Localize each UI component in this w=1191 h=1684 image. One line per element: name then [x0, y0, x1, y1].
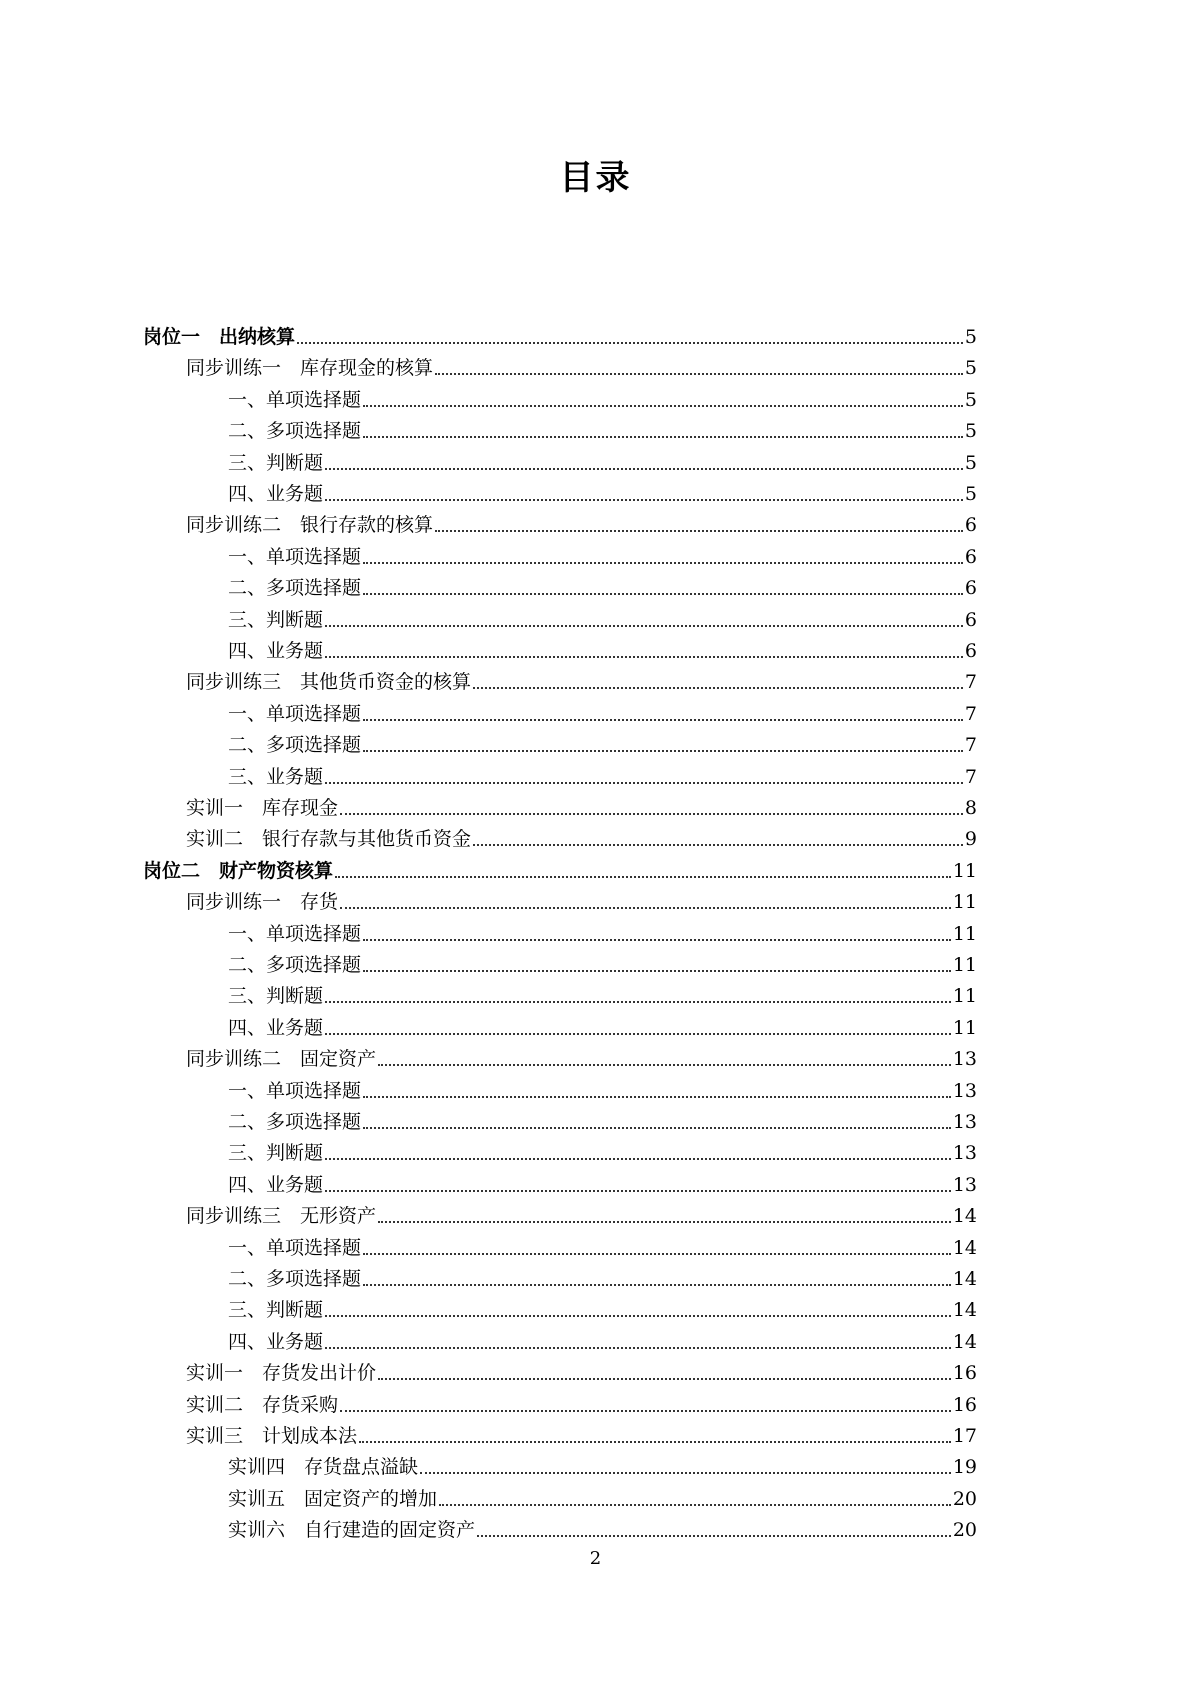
- toc-entry-label: 一、单项选择题: [228, 545, 362, 568]
- toc-entry[interactable]: [228, 977, 977, 1007]
- toc-dot-leader: [473, 830, 963, 846]
- toc-entry[interactable]: [228, 1511, 977, 1541]
- toc-dot-leader: [325, 987, 951, 1003]
- toc-entry[interactable]: [228, 695, 977, 725]
- toc-entry-label: 同步训练三 其他货币资金的核算: [186, 671, 472, 694]
- toc-entry-label: 二、多项选择题: [228, 1111, 362, 1133]
- toc-entry-label: 三、业务题: [228, 765, 324, 788]
- toc-entry-page-number: 11: [952, 1016, 977, 1039]
- toc-entry-label: 实训四 存货盘点溢缺: [228, 1456, 419, 1479]
- toc-dot-leader: [340, 1396, 951, 1412]
- toc-title: 目录: [559, 158, 632, 198]
- toc-entry-label: 四、业务题: [228, 483, 324, 505]
- toc-dot-leader: [363, 391, 963, 407]
- toc-entry-page-number: 16: [952, 1393, 977, 1416]
- toc-entry-label: 岗位二 财产物资核算: [143, 859, 334, 882]
- toc-entry-label: 四、业务题: [228, 1173, 324, 1196]
- toc-entry[interactable]: [228, 632, 977, 662]
- toc-dot-leader: [335, 862, 951, 878]
- toc-entry[interactable]: [186, 1417, 977, 1447]
- toc-entry-label: 一、单项选择题: [228, 388, 362, 411]
- toc-dot-leader: [297, 328, 963, 344]
- toc-entry[interactable]: [186, 1354, 977, 1384]
- toc-entry-page-number: 7: [964, 702, 977, 725]
- toc-entry-label: 二、多项选择题: [228, 1268, 362, 1290]
- toc-entry[interactable]: [228, 381, 977, 411]
- toc-entry-page-number: 13: [952, 1142, 977, 1165]
- toc-dot-leader: [340, 893, 951, 909]
- toc-dot-leader: [325, 485, 963, 501]
- toc-dot-leader: [363, 1239, 951, 1255]
- toc-entry-page-number: 6: [964, 577, 977, 600]
- toc-dot-leader: [340, 799, 963, 815]
- toc-entry-label: 同步训练二 固定资产: [186, 1048, 377, 1071]
- toc-entry-label: 实训一 库存现金: [186, 797, 339, 819]
- toc-entry-page-number: 5: [964, 357, 977, 380]
- toc-entry-label: 实训五 固定资产的增加: [228, 1487, 438, 1510]
- toc-dot-leader: [435, 359, 963, 375]
- toc-dot-leader: [473, 673, 963, 689]
- toc-entry-label: 岗位一 出纳核算: [143, 326, 296, 348]
- toc-dot-leader: [477, 1521, 951, 1537]
- toc-entry[interactable]: [228, 569, 977, 599]
- toc-entry[interactable]: [228, 946, 977, 976]
- toc-dot-leader: [363, 705, 963, 721]
- toc-entry[interactable]: [228, 1166, 977, 1196]
- toc-entry[interactable]: [228, 1291, 977, 1321]
- toc-entry-label: 三、判断题: [228, 1299, 324, 1322]
- toc-entry-page-number: 11: [952, 985, 977, 1008]
- toc-dot-leader: [325, 768, 963, 784]
- toc-entry[interactable]: [186, 1040, 977, 1070]
- toc-entry-page-number: 6: [964, 545, 977, 568]
- toc-entry-label: 一、单项选择题: [228, 1079, 362, 1102]
- toc-entry-label: 二、多项选择题: [228, 734, 362, 757]
- toc-entry[interactable]: [186, 1197, 977, 1227]
- toc-entry[interactable]: [228, 1229, 977, 1259]
- toc-entry-page-number: 11: [952, 954, 977, 976]
- toc-entry-label: 一、单项选择题: [228, 1236, 362, 1259]
- toc-dot-leader: [325, 642, 963, 658]
- toc-entry-page-number: 8: [964, 797, 977, 819]
- toc-entry-page-number: 7: [964, 765, 977, 788]
- toc-entry-page-number: 17: [952, 1425, 977, 1447]
- toc-entry[interactable]: [228, 444, 977, 474]
- toc-entry-label: 实训一 存货发出计价: [186, 1362, 377, 1385]
- toc-entry[interactable]: [228, 1260, 977, 1290]
- toc-dot-leader: [325, 1333, 951, 1349]
- toc-dot-leader: [378, 1207, 951, 1223]
- toc-dot-leader: [363, 1270, 951, 1286]
- toc-entry-page-number: 5: [964, 483, 977, 505]
- toc-entry-page-number: 6: [964, 608, 977, 631]
- toc-entry[interactable]: [186, 883, 977, 913]
- toc-dot-leader: [363, 1082, 951, 1098]
- toc-dot-leader: [378, 1364, 951, 1380]
- toc-entry[interactable]: [228, 475, 977, 505]
- toc-dot-leader: [378, 1050, 951, 1066]
- toc-dot-leader: [325, 1301, 951, 1317]
- toc-entry-label: 二、多项选择题: [228, 954, 362, 976]
- toc-entry-label: 同步训练一 存货: [186, 891, 339, 914]
- toc-entry-page-number: 9: [964, 828, 977, 851]
- toc-entry-label: 实训三 计划成本法: [186, 1425, 358, 1447]
- toc-entry[interactable]: [186, 506, 977, 536]
- toc-entry-label: 四、业务题: [228, 1330, 324, 1353]
- toc-entry[interactable]: [228, 601, 977, 631]
- toc-entry-page-number: 13: [952, 1079, 977, 1102]
- toc-entry-page-number: 13: [952, 1111, 977, 1133]
- toc-dot-leader: [363, 1113, 951, 1129]
- toc-entry-page-number: 6: [964, 514, 977, 537]
- toc-entry[interactable]: [228, 538, 977, 568]
- toc-entry-label: 三、判断题: [228, 985, 324, 1008]
- toc-entry-page-number: 16: [952, 1362, 977, 1385]
- toc-entry[interactable]: [186, 820, 977, 850]
- toc-entry[interactable]: [228, 726, 977, 756]
- toc-entry-page-number: 20: [952, 1519, 977, 1542]
- toc-entry[interactable]: [228, 1009, 977, 1039]
- toc-entry-label: 四、业务题: [228, 640, 324, 662]
- toc-entry[interactable]: [143, 852, 977, 882]
- toc-dot-leader: [363, 925, 951, 941]
- toc-dot-leader: [325, 1144, 951, 1160]
- toc-dot-leader: [363, 422, 963, 438]
- toc-entry-page-number: 14: [952, 1205, 977, 1228]
- toc-entry-label: 同步训练一 库存现金的核算: [186, 357, 434, 380]
- toc-entry-page-number: 5: [964, 451, 977, 474]
- toc-entry[interactable]: [228, 1448, 977, 1478]
- toc-dot-leader: [359, 1427, 951, 1443]
- toc-entry-label: 三、判断题: [228, 1142, 324, 1165]
- toc-entry-label: 一、单项选择题: [228, 702, 362, 725]
- toc-entry[interactable]: [228, 1103, 977, 1133]
- toc-entry[interactable]: [186, 663, 977, 693]
- toc-entry[interactable]: [228, 915, 977, 945]
- toc-entry-label: 二、多项选择题: [228, 577, 362, 600]
- toc-entry-page-number: 14: [952, 1299, 977, 1322]
- toc-entry-page-number: 19: [952, 1456, 977, 1479]
- toc-dot-leader: [363, 736, 963, 752]
- toc-entry-label: 三、判断题: [228, 608, 324, 631]
- toc-dot-leader: [325, 611, 963, 627]
- toc-dot-leader: [363, 579, 963, 595]
- toc-entry[interactable]: [228, 1072, 977, 1102]
- toc-entry[interactable]: [228, 1323, 977, 1353]
- toc-entry-page-number: 13: [952, 1173, 977, 1196]
- toc-entry-page-number: 5: [964, 326, 977, 348]
- toc-entry-page-number: 20: [952, 1487, 977, 1510]
- toc-entry-page-number: 14: [952, 1268, 977, 1290]
- toc-entry-label: 三、判断题: [228, 451, 324, 474]
- toc-entry-label: 一、单项选择题: [228, 922, 362, 945]
- toc-entry[interactable]: [228, 1480, 977, 1510]
- toc-entry-label: 同步训练三 无形资产: [186, 1205, 377, 1228]
- toc-entry-label: 实训六 自行建造的固定资产: [228, 1519, 476, 1542]
- toc-entry-page-number: 14: [952, 1330, 977, 1353]
- toc-entry-page-number: 6: [964, 640, 977, 662]
- toc-dot-leader: [325, 1176, 951, 1192]
- toc-dot-leader: [325, 454, 963, 470]
- toc-entry[interactable]: [186, 789, 977, 819]
- toc-entry[interactable]: [228, 412, 977, 442]
- toc-entry-label: 四、业务题: [228, 1016, 324, 1039]
- toc-entry-page-number: 5: [964, 420, 977, 443]
- page-number-footer: 2: [589, 1548, 602, 1569]
- toc-entry-page-number: 5: [964, 388, 977, 411]
- toc-dot-leader: [363, 956, 951, 972]
- toc-entry-page-number: 11: [952, 891, 977, 914]
- toc-entry-label: 实训二 存货采购: [186, 1393, 339, 1416]
- toc-entry[interactable]: [143, 318, 977, 348]
- toc-dot-leader: [420, 1458, 951, 1474]
- toc-entry-page-number: 7: [964, 734, 977, 757]
- toc-entry-page-number: 14: [952, 1236, 977, 1259]
- toc-entry-label: 实训二 银行存款与其他货币资金: [186, 828, 472, 851]
- toc-entry-label: 同步训练二 银行存款的核算: [186, 514, 434, 537]
- toc-entry[interactable]: [228, 758, 977, 788]
- toc-dot-leader: [439, 1490, 951, 1506]
- toc-entry-page-number: 7: [964, 671, 977, 694]
- toc-entry[interactable]: [186, 349, 977, 379]
- toc-dot-leader: [435, 516, 963, 532]
- toc-entry-page-number: 11: [952, 922, 977, 945]
- toc-dot-leader: [363, 548, 963, 564]
- toc-entry[interactable]: [228, 1134, 977, 1164]
- toc-entry-page-number: 13: [952, 1048, 977, 1071]
- toc-entry-page-number: 11: [952, 859, 977, 882]
- toc-entry-label: 二、多项选择题: [228, 420, 362, 443]
- toc-entry[interactable]: [186, 1386, 977, 1416]
- toc-dot-leader: [325, 1019, 951, 1035]
